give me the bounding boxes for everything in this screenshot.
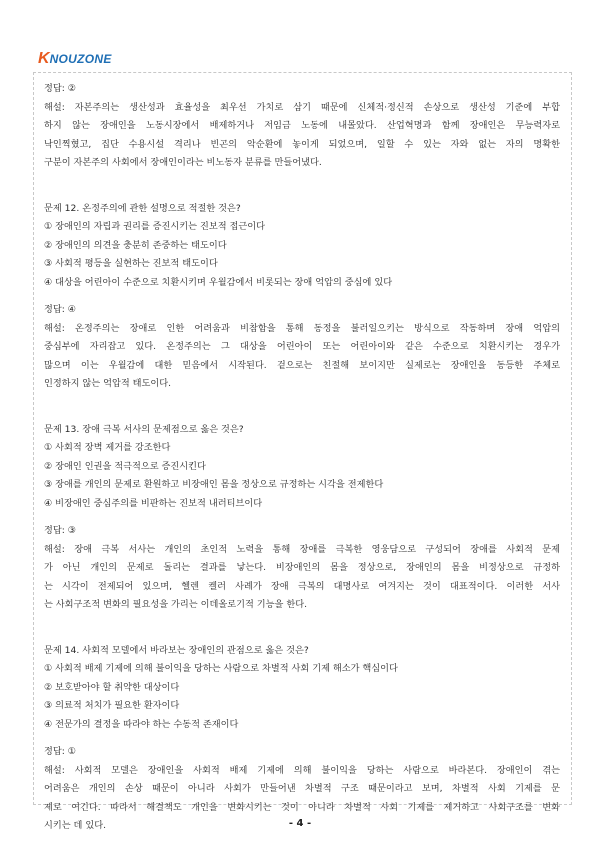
explanation-line: 해설: 온정주의는 장애로 인한 어려움과 비참함을 통해 동정을 불러일으키는 방식으로 작동하며 장애 억압의	[44, 322, 560, 334]
answer-line: 정답: ④	[44, 304, 77, 315]
explanation-line: 해설: 자본주의는 생산성과 효율성을 최우선 가치로 삼기 때문에 신체적·정신적 손상으로 생산성 기준에 부합	[44, 101, 560, 113]
explanation-line: 가 아닌 개인의 문제로 돌리는 결과를 낳는다. 비장애인의 몸을 정상으로, 장애인의 몸을 비정상으로 규정하	[44, 562, 560, 573]
page-content	[44, 80, 560, 836]
explanation-line: 해설: 장애 극복 서사는 개인의 초인적 노력을 통해 장애를 극복한 영웅담으로 구성되어 장애를 사회적 문제	[44, 543, 560, 555]
logo-text: NOUZONE	[49, 52, 112, 66]
option-item: ③ 사회적 평등을 실현하는 진보적 태도이다	[44, 258, 218, 269]
explanation-line: 는 사회구조적 변화의 필요성을 가리는 이데올로기적 기능을 한다.	[44, 599, 307, 610]
explanation-line: 구분이 자본주의 사회에서 장애인이라는 비노동자 분류를 만들어냈다.	[44, 157, 322, 168]
option-item: ① 사회적 장벽 제거를 강조한다	[44, 442, 171, 453]
explanation-line: 해설: 사회적 모델은 장애인을 사회적 배제 기제에 의해 불이익을 당하는 사람으로 바라본다. 장애인이 겪는	[44, 764, 560, 776]
explanation-line: 낙인찍혔고, 집단 수용시설 격리나 빈곤의 악순환에 놓이게 되었으며, 일할 수 있는 자와 없는 자의 명확한	[44, 138, 560, 150]
option-item: ① 장애인의 자립과 권리를 증진시키는 진보적 접근이다	[44, 221, 266, 232]
option-item: ④ 전문가의 결정을 따라야 하는 수동적 존재이다	[44, 718, 239, 730]
option-item: ③ 장애를 개인의 문제로 환원하고 비장애인 몸을 정상으로 규정하는 시각을 전제한다	[44, 479, 384, 490]
explanation-line: 인정하지 않는 억압적 태도이다.	[44, 378, 172, 389]
option-item: ② 장애인의 의견을 충분히 존중하는 태도이다	[44, 239, 227, 251]
explanation-line: 중심부에 자리잡고 있다. 온정주의는 그 대상을 어린아이 또는 어린아이와 같은 수준으로 치환시키는 경우가	[44, 341, 560, 352]
logo-letter: K	[38, 50, 50, 67]
question-title: 문제 13. 장애 극복 서사의 문제점으로 옳은 것은?	[44, 423, 244, 435]
option-item: ② 보호받아야 할 취약한 대상이다	[44, 681, 180, 693]
option-item: ④ 대상을 어린아이 수준으로 치환시키며 우월감에서 비롯되는 장애 억압의 중심에 있다	[44, 276, 393, 288]
option-item: ① 사회적 배제 기제에 의해 불이익을 당하는 사람으로 차별적 사회 기제 해소가 핵심이다	[44, 663, 398, 674]
explanation-line: 하지 않는 장애인을 노동시장에서 배제하거나 저임금 노동에 내몰았다. 산업혁명과 함께 장애인은 무능력자로	[44, 120, 560, 131]
explanation-line: 시키는 데 있다.	[44, 820, 107, 831]
option-item: ④ 비장애인 중심주의를 비판하는 진보적 내러티브이다	[44, 497, 263, 509]
question-title: 문제 12. 온정주의에 관한 설명으로 적절한 것은?	[44, 202, 241, 214]
option-item: ② 장애인 인권을 적극적으로 증진시킨다	[44, 460, 206, 472]
explanation-line: 제로 여긴다. 따라서 해결책도 개인을 변화시키는 것이 아니라 차별적 사회 기제를 제거하고 사회구조를 변화	[44, 801, 560, 813]
answer-line: 정답: ①	[44, 746, 77, 757]
page-number: - 4 -	[288, 818, 312, 829]
explanation-line: 많으며 이는 우월감에 대한 믿음에서 시작된다. 겉으로는 친절해 보이지만 실제로는 장애인을 동등한 주체로	[44, 359, 560, 371]
option-item: ③ 의료적 처치가 필요한 환자이다	[44, 700, 180, 711]
question-title: 문제 14. 사회적 모델에서 바라보는 장애인의 관점으로 옳은 것은?	[44, 644, 309, 656]
explanation-line: 어려움은 개인의 손상 때문이 아니라 사회가 만들어낸 차별적 구조 때문이라고 보며, 차별적 사회 기제를 문	[44, 783, 560, 794]
answer-line: 정답: ③	[44, 525, 77, 536]
explanation-line: 는 시각이 전제되어 있으며, 헬렌 켈러 사례가 장애 극복의 대명사로 여겨지는 것이 대표적이다. 이러한 서사	[44, 580, 560, 592]
answer-line: 정답: ②	[44, 83, 77, 94]
knouzone-logo	[38, 50, 112, 72]
